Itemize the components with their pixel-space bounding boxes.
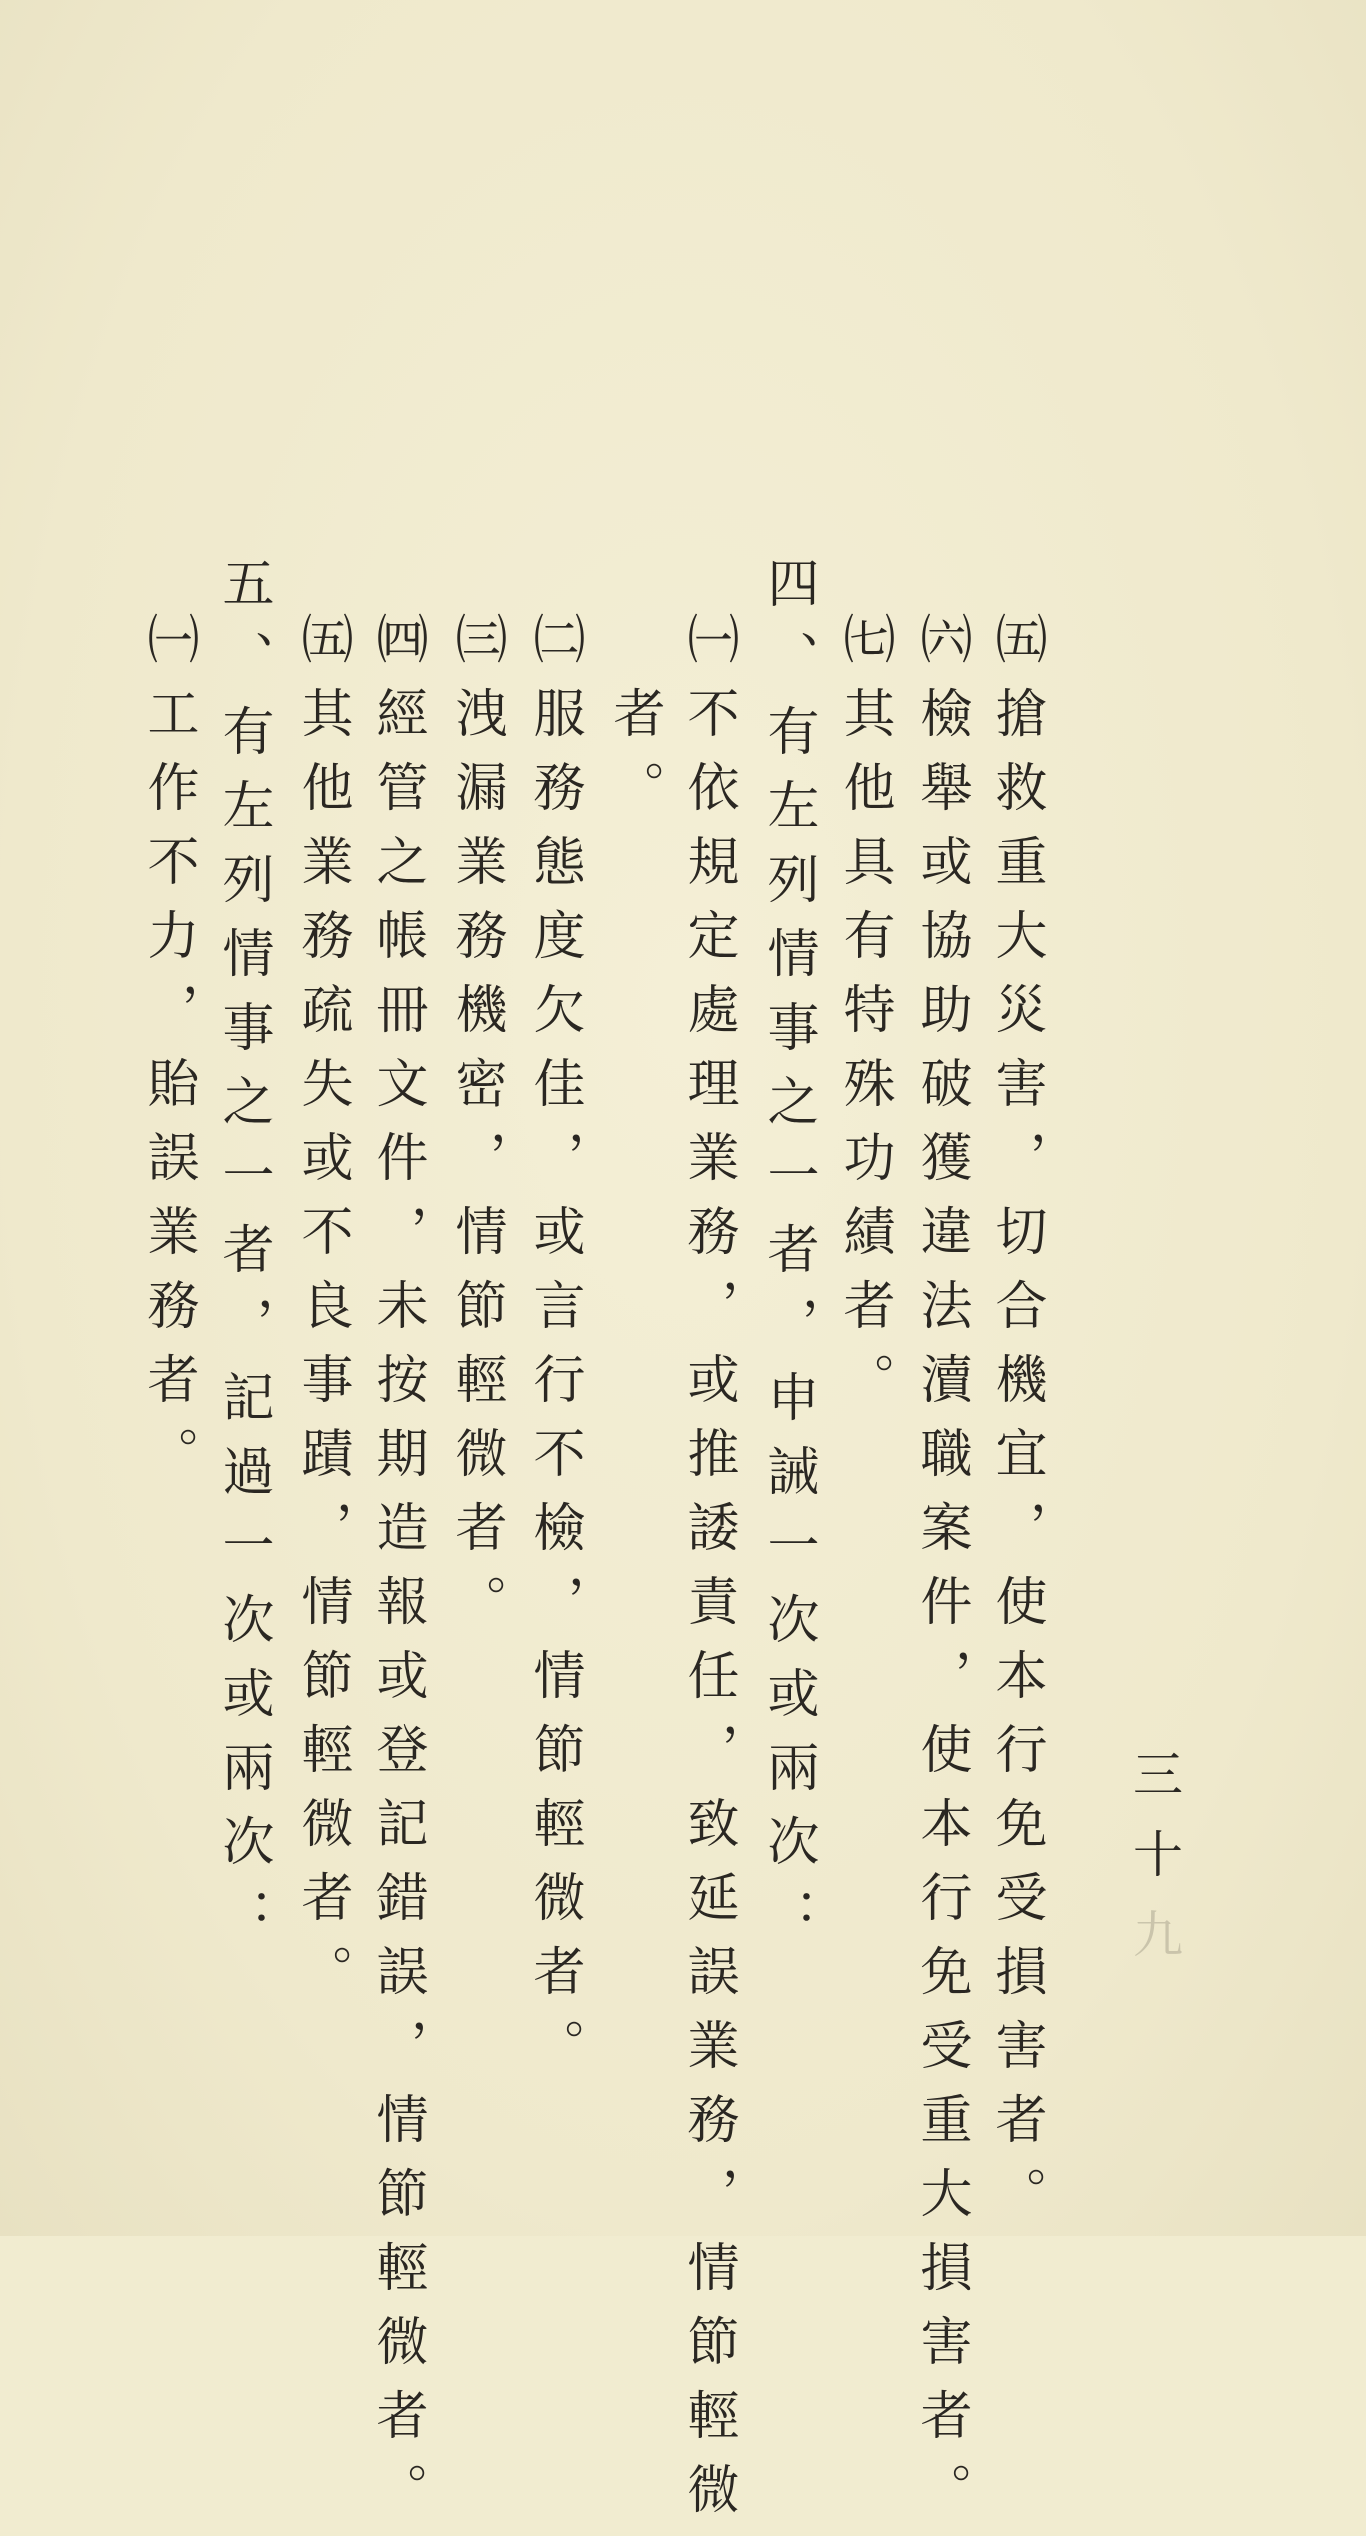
section-4-heading: 四、有左列情事之一者，申誡一次或兩次： (758, 556, 818, 1962)
page-number-main: 三十 (1125, 1748, 1183, 1908)
item-5-negligence: ㈤其他業務疏失或不良事蹟，情節輕微者。 (292, 612, 352, 2018)
item-2-attitude: ㈡服務態度欠佳，或言行不檢，情節輕微者。 (524, 612, 584, 2092)
page-number (1118, 1748, 1190, 1988)
item-5-rescue: ㈤搶救重大災害，切合機宜，使本行免受損害者。 (986, 612, 1046, 2240)
item-1-poor-work: ㈠工作不力，貽誤業務者。 (138, 612, 198, 1500)
section-5-heading: 五、有左列情事之一者，記過一次或兩次： (213, 556, 273, 1962)
item-3-leak: ㈢洩漏業務機密，情節輕微者。 (446, 612, 506, 1648)
page-number-faint: 九 (1125, 1908, 1183, 1988)
item-7-other-merit: ㈦其他具有特殊功績者。 (834, 612, 894, 1426)
item-1-procedure: ㈠不依規定處理業務，或推諉責任，致延誤業務，情節輕微 (678, 612, 738, 2536)
item-1-continuation: 者。 (604, 686, 664, 834)
item-6-report: ㈥檢舉或協助破獲違法瀆職案件，使本行免受重大損害者。 (911, 612, 971, 2536)
item-4-records: ㈣經管之帳冊文件，未按期造報或登記錯誤，情節輕微者。 (367, 612, 427, 2536)
